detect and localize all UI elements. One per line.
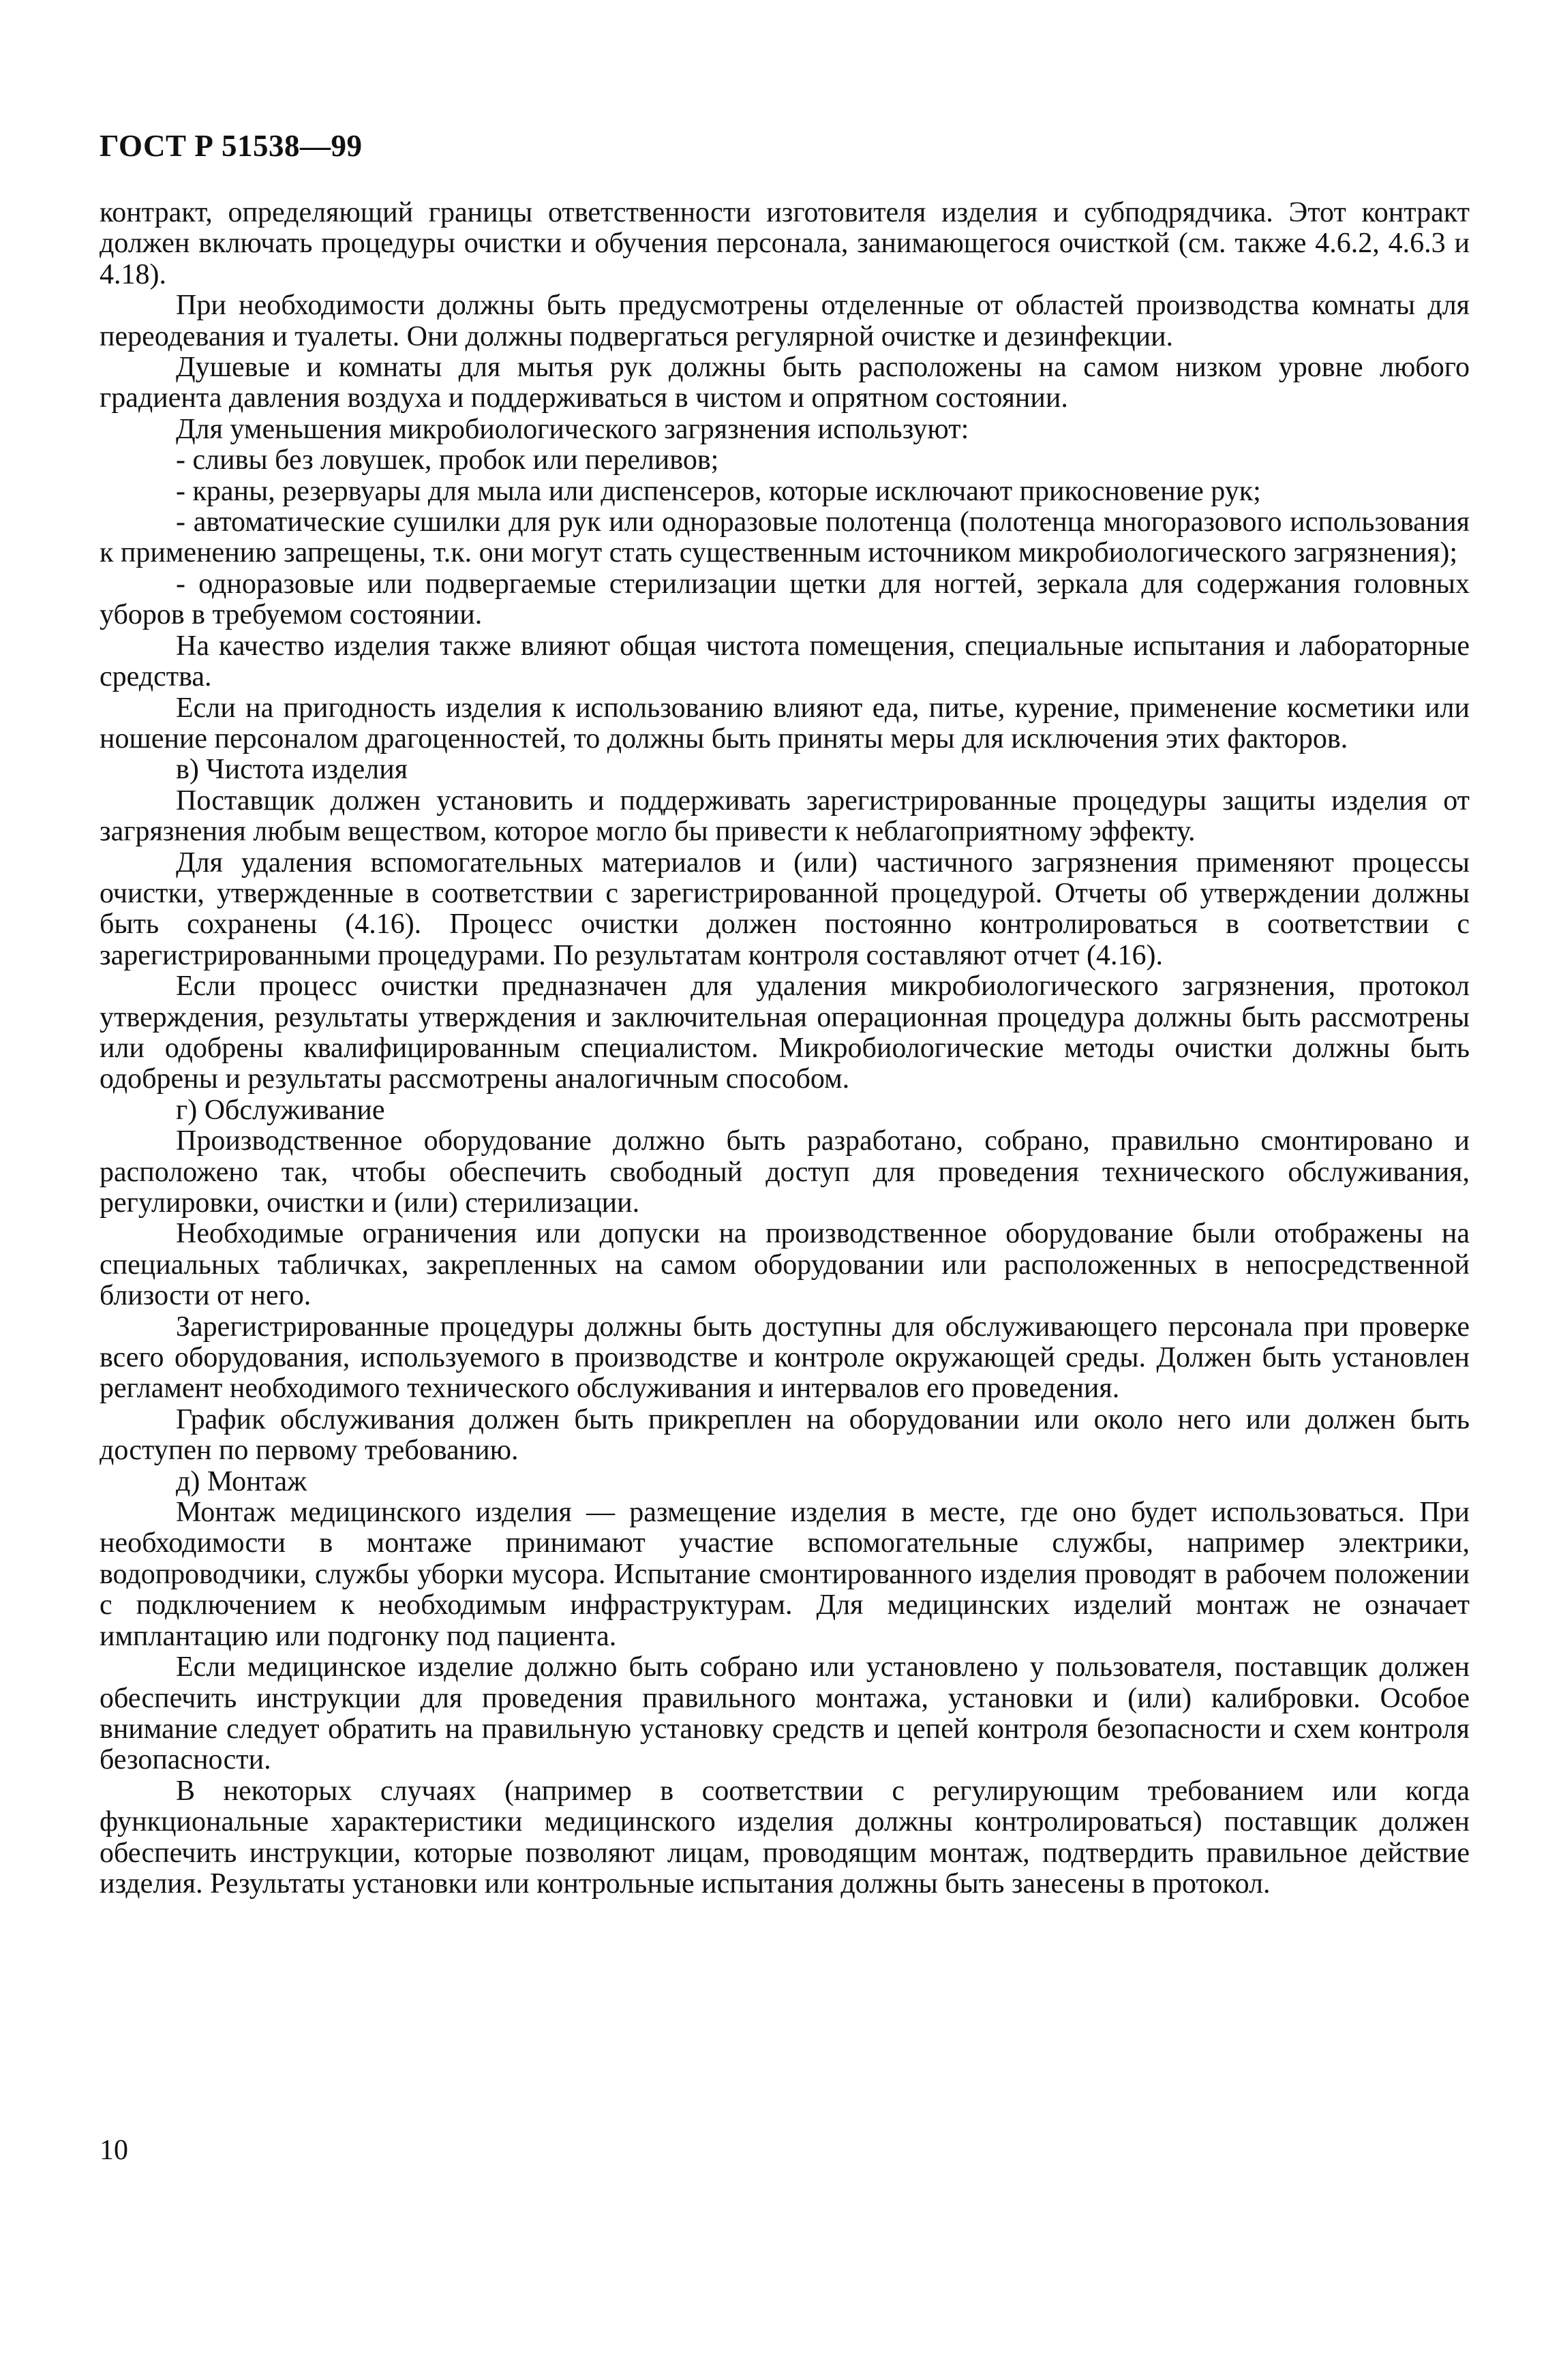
list-item: - автоматические сушилки для рук или одноразовые полотенца (полотенца многоразового использования к применению запрещены, т.к. они могут стать существенным источником микробиологического загрязнения); — [100, 506, 1470, 569]
paragraph: При необходимости должны быть предусмотрены отделенные от областей производства комнаты для переодевания и туалеты. Они должны подвергаться регулярной очистке и дезинфекции. — [100, 290, 1470, 352]
paragraph: В некоторых случаях (например в соответствии с регулирующим требованием или когда функциональные характеристики медицинского изделия должны контролироваться) поставщик должен обеспечить инструкции, которые позволяют лицам, проводящим монтаж, подтвердить правильное действие изделия. Результаты установки или контрольные испытания должны быть занесены в протокол. — [100, 1775, 1470, 1900]
section-heading: г) Обслуживание — [176, 1094, 385, 1126]
paragraph: Для уменьшения микробиологического загрязнения используют: — [176, 413, 969, 445]
paragraph: Душевые и комнаты для мытья рук должны быть расположены на самом низком уровне любого градиента давления воздуха и поддерживаться в чистом и опрятном состоянии. — [100, 352, 1470, 414]
paragraph: Необходимые ограничения или допуски на производственное оборудование были отображены на специальных табличках, закрепленных на самом оборудовании или расположенных в непосредственной близости от него. — [100, 1218, 1470, 1312]
paragraph: Монтаж медицинского изделия — размещение изделия в месте, где оно будет использоваться. При необходимости в монтаже принимают участие вспомогательные службы, например электрики, водопроводчики, службы уборки мусора. Испытание смонтированного изделия проводят в рабочем положении с подключением к необходимым инфраструктурам. Для медицинских изделий монтаж не означает имплантацию или подгонку под пациента. — [100, 1497, 1470, 1652]
paragraph: На качество изделия также влияют общая чистота помещения, специальные испытания и лабораторные средства. — [100, 630, 1470, 693]
section-heading: д) Монтаж — [176, 1465, 307, 1497]
paragraph: Если процесс очистки предназначен для удаления микробиологического загрязнения, протокол утверждения, результаты утверждения и заключительная операционная процедура должны быть рассмотрены или одобрены квалифицированным специалистом. Микробиологические методы очистки должны быть одобрены и результаты рассмотрены аналогичным способом. — [100, 971, 1470, 1095]
paragraph: Для удаления вспомогательных материалов и (или) частичного загрязнения применяют процессы очистки, утвержденные в соответствии с зарегистрированной процедурой. Отчеты об утверждении должны быть сохранены (4.16). Процесс очистки должен постоянно контролироваться в соответствии с зарегистрированными процедурами. По результатам контроля составляют отчет (4.16). — [100, 846, 1470, 971]
list-item: - одноразовые или подвергаемые стерилизации щетки для ногтей, зеркала для содержания головных уборов в требуемом состоянии. — [100, 568, 1470, 631]
paragraph: Поставщик должен установить и поддерживать зарегистрированные процедуры защиты изделия от загрязнения любым веществом, которое могло бы привести к неблагоприятному эффекту. — [100, 784, 1470, 848]
section-heading: в) Чистота изделия — [176, 754, 408, 786]
list-item: - краны, резервуары для мыла или диспенсеров, которые исключают прикосновение рук; — [176, 475, 1261, 507]
paragraph: Зарегистрированные процедуры должны быть доступны для обслуживающего персонала при проверке всего оборудования, используемого в производстве и контроле окружающей среды. Должен быть установлен регламент необходимого технического обслуживания и интервалов его проведения. — [100, 1311, 1470, 1405]
paragraph: Производственное оборудование должно быть разработано, собрано, правильно смонтировано и расположено так, чтобы обеспечить свободный доступ для проведения технического обслуживания, регулировки, очистки и (или) стерилизации. — [100, 1125, 1470, 1219]
paragraph: График обслуживания должен быть прикреплен на оборудовании или около него или должен быть доступен по первому требованию. — [100, 1403, 1470, 1467]
paragraph: Если медицинское изделие должно быть собрано или установлено у пользователя, поставщик должен обеспечить инструкции для проведения правильного монтажа, установки и (или) калибровки. Особое внимание следует обратить на правильную установку средств и цепей контроля безопасности и схем контроля безопасности. — [100, 1651, 1470, 1776]
document-body — [100, 198, 1470, 1900]
paragraph: Если на пригодность изделия к использованию влияют еда, питье, курение, применение косметики или ношение персоналом драгоценностей, то должны быть приняты меры для исключения этих факторов. — [100, 692, 1470, 754]
page-number: 10 — [100, 2135, 128, 2166]
list-item: - сливы без ловушек, пробок или переливов; — [176, 444, 719, 476]
paragraph: контракт, определяющий границы ответственности изготовителя изделия и субподрядчика. Этот контракт должен включать процедуры очистки и обучения персонала, занимающегося очисткой (см. также 4.6.2, 4.6.3 и 4.18). — [100, 197, 1470, 290]
document-header: ГОСТ Р 51538—99 — [100, 129, 363, 163]
